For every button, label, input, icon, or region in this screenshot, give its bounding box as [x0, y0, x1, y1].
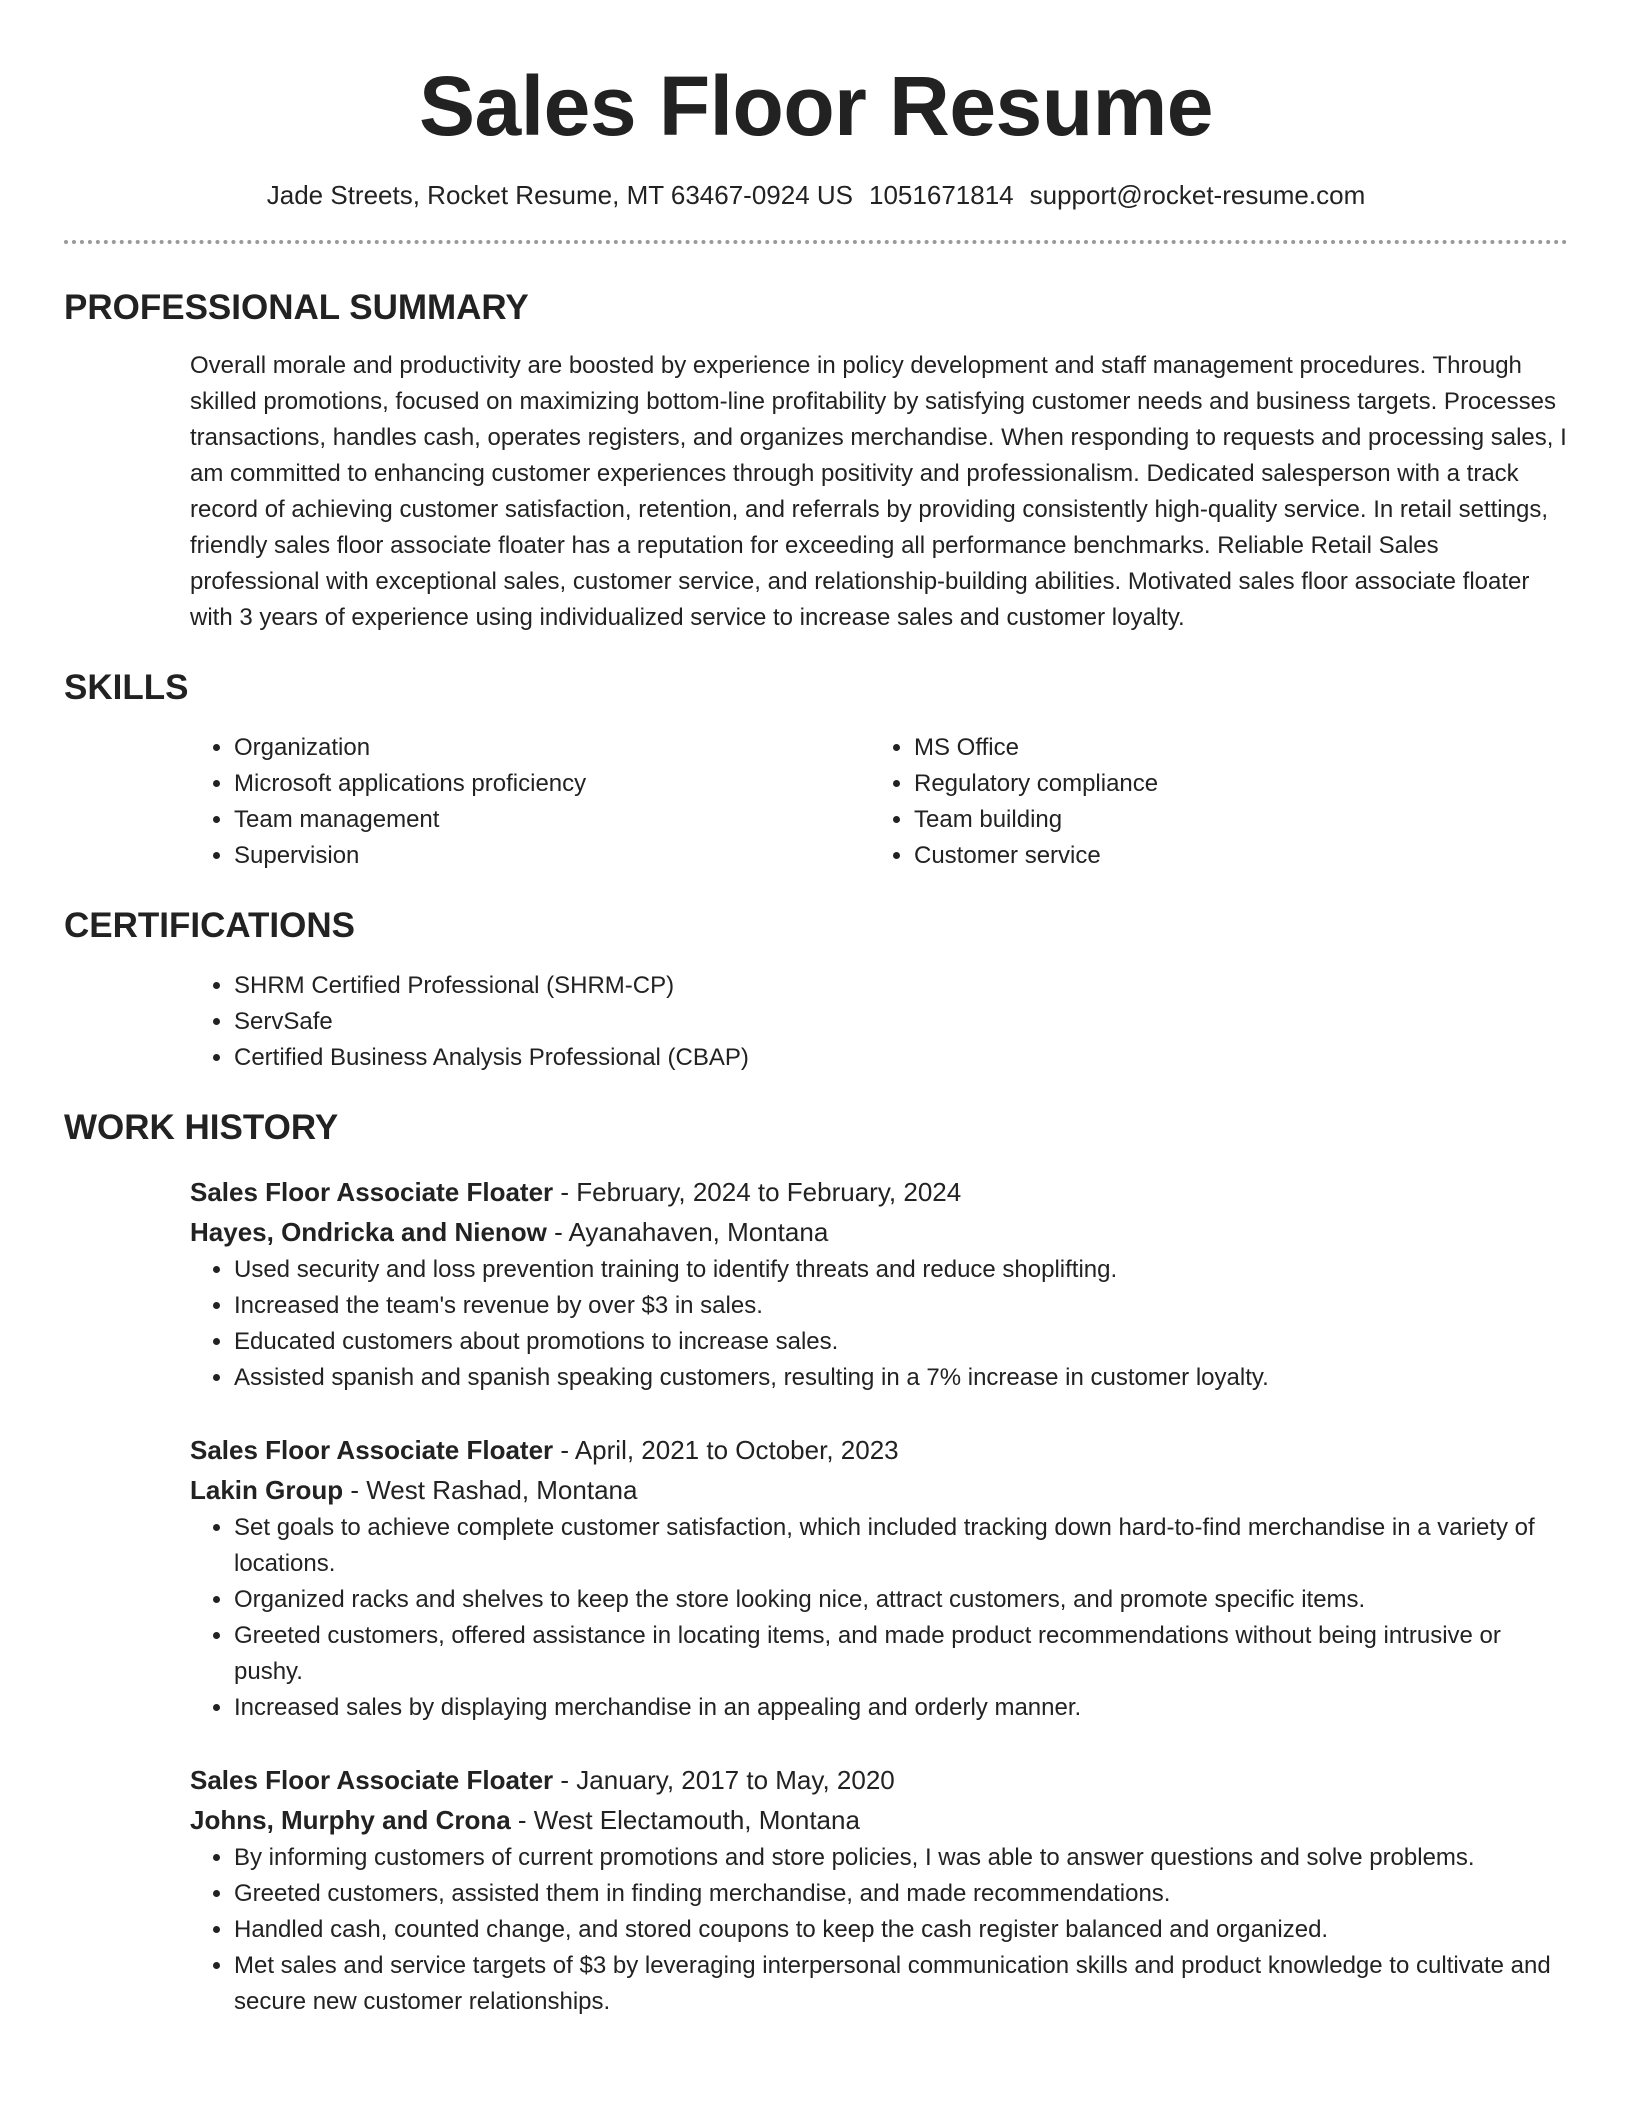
resume-name: Sales Floor Resume — [419, 59, 1213, 153]
job-title-line — [190, 1760, 1568, 1800]
job-bullet: • Increased the team's revenue by over $3 in sales. — [234, 1288, 1568, 1324]
job-entry — [190, 1430, 1568, 1726]
job-role: Sales Floor Associate Floater — [190, 1177, 554, 1207]
job-company-line — [190, 1470, 1568, 1510]
job-bullet: • Increased sales by displaying merchandise in an appealing and orderly manner. — [234, 1690, 1568, 1726]
job-entry — [190, 1760, 1568, 2020]
job-bullet: • Greeted customers, assisted them in finding merchandise, and made recommendations. — [234, 1876, 1568, 1912]
job-location: - West Electamouth, Montana — [510, 1805, 860, 1835]
summary-section — [64, 286, 1568, 636]
job-bullet: • Used security and loss prevention training to identify threats and reduce shoplifting. — [234, 1252, 1568, 1288]
job-bullet: • Set goals to achieve complete customer satisfaction, which included tracking down hard-to-find merchandise in a variety of locations. — [234, 1510, 1568, 1582]
skill-item: • MS Office — [914, 730, 1550, 766]
job-bullet: • Assisted spanish and spanish speaking customers, resulting in a 7% increase in customer loyalty. — [234, 1360, 1568, 1396]
contact-address: Jade Streets, Rocket Resume, MT 63467-0924 US — [266, 180, 854, 210]
skill-item: • Supervision — [234, 838, 870, 874]
skill-item: • Microsoft applications proficiency — [234, 766, 870, 802]
job-bullet: • Greeted customers, offered assistance in locating items, and made product recommendations without being intrusive or pushy. — [234, 1618, 1568, 1690]
job-company: Lakin Group — [190, 1475, 344, 1505]
skill-item: • Customer service — [914, 838, 1550, 874]
job-role: Sales Floor Associate Floater — [190, 1435, 554, 1465]
skill-item: • Team management — [234, 802, 870, 838]
job-bullet: • Educated customers about promotions to increase sales. — [234, 1324, 1568, 1360]
job-dates: - February, 2024 to February, 2024 — [553, 1177, 962, 1207]
summary-heading: PROFESSIONAL SUMMARY — [64, 288, 529, 327]
job-dates: - January, 2017 to May, 2020 — [553, 1765, 895, 1795]
job-role: Sales Floor Associate Floater — [190, 1765, 554, 1795]
job-company-line — [190, 1800, 1568, 1840]
skill-item: • Team building — [914, 802, 1550, 838]
certification-item: • ServSafe — [234, 1004, 1568, 1040]
skills-grid — [190, 730, 1568, 874]
job-bullet: • By informing customers of current promotions and store policies, I was able to answer questions and solve problems. — [234, 1840, 1568, 1876]
job-bullets — [64, 1252, 1568, 1396]
job-bullet: • Met sales and service targets of $3 by leveraging interpersonal communication skills and product knowledge to cultivate and secure new customer relationships. — [234, 1948, 1568, 2020]
job-title-line — [190, 1172, 1568, 1212]
job-company-line — [190, 1212, 1568, 1252]
job-company: Johns, Murphy and Crona — [190, 1805, 511, 1835]
resume-page — [64, 0, 1568, 2020]
job-location: - West Rashad, Montana — [343, 1475, 638, 1505]
skills-list-left — [190, 730, 870, 874]
header-divider — [64, 240, 1568, 244]
certifications-list — [190, 968, 1568, 1076]
skills-list-right — [870, 730, 1550, 874]
job-company: Hayes, Ondricka and Nienow — [190, 1217, 547, 1247]
certification-item: • Certified Business Analysis Professional (CBAP) — [234, 1040, 1568, 1076]
job-bullets — [64, 1510, 1568, 1726]
work-history-heading: WORK HISTORY — [64, 1108, 339, 1147]
work-history-section — [64, 1106, 1568, 2020]
skill-item: • Organization — [234, 730, 870, 766]
contact-line — [64, 178, 1568, 212]
job-bullets — [64, 1840, 1568, 2020]
job-dates: - April, 2021 to October, 2023 — [553, 1435, 899, 1465]
job-bullet: • Organized racks and shelves to keep the store looking nice, attract customers, and promote specific items. — [234, 1582, 1568, 1618]
certifications-heading: CERTIFICATIONS — [64, 906, 356, 945]
contact-phone: 1051671814 — [869, 180, 1014, 210]
skills-section — [64, 666, 1568, 874]
job-entry — [190, 1172, 1568, 1396]
job-location: - Ayanahaven, Montana — [546, 1217, 829, 1247]
job-title-line — [190, 1430, 1568, 1470]
skill-item: • Regulatory compliance — [914, 766, 1550, 802]
contact-email[interactable]: support@rocket-resume.com — [1029, 180, 1366, 210]
job-bullet: • Handled cash, counted change, and stored coupons to keep the cash register balanced and organized. — [234, 1912, 1568, 1948]
certification-item: • SHRM Certified Professional (SHRM-CP) — [234, 968, 1568, 1004]
summary-text: Overall morale and productivity are boosted by experience in policy development and staff management procedures. Through skilled promotions, focused on maximizing bottom-line profitability by satisfying customer needs and business targets. Processes transactions, handles cash, operates registers, and organizes merchandise. When responding to requests and processing sales, I am committed to enhancing customer experiences through positivity and professionalism. Dedicated salesperson with a track record of achieving customer satisfaction, retention, and referrals by providing consistently high-quality service. In retail settings, friendly sales floor associate floater has a reputation for exceeding all performance benchmarks. Reliable Retail Sales professional with exceptional sales, customer service, and relationship-building abilities. Motivated sales floor associate floater with 3 years of experience using individualized service to increase sales and customer loyalty. — [190, 352, 1567, 631]
skills-heading: SKILLS — [64, 668, 189, 707]
certifications-section — [64, 904, 1568, 1076]
